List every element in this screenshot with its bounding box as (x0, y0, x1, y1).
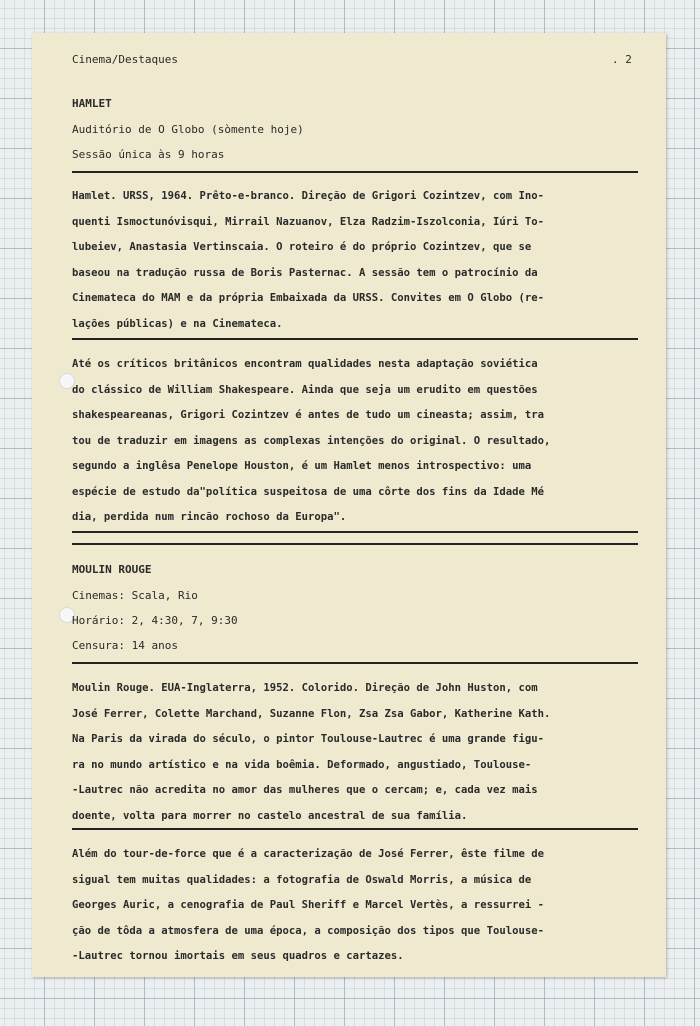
synopsis-line: Na Paris da virada do século, o pintor Toulouse-Lautrec é uma grande figu- (72, 733, 544, 745)
moulin-cinemas: Cinemas: Scala, Rio (72, 589, 198, 602)
synopsis-line: baseou na tradução russa de Boris Pasternac. A sessão tem o patrocínio da (72, 266, 538, 279)
moulin-schedule: Horário: 2, 4:30, 7, 9:30 (72, 614, 238, 627)
synopsis-line: Hamlet. URSS, 1964. Prêto-e-branco. Direção de Grigori Cozintzev, com Ino- (72, 190, 544, 202)
synopsis-line: ra no mundo artístico e na vida boêmia. Deformado, angustiado, Toulouse- (72, 758, 532, 771)
section-label: Cinema/Destaques (72, 53, 178, 66)
hamlet-session: Sessão única às 9 horas (72, 148, 225, 161)
typed-page (32, 33, 666, 977)
divider (72, 662, 638, 664)
review-line: ção de tôda a atmosfera de uma época, a composição dos tipos que Toulouse- (72, 924, 544, 937)
hamlet-title: HAMLET (72, 97, 112, 110)
synopsis-line: quenti Ismoctunóvisqui, Mirrail Nazuanov, Elza Radzim-Iszolconia, Iúri To- (72, 215, 544, 228)
divider (72, 828, 638, 830)
review-line: segundo a inglêsa Penelope Houston, é um Hamlet menos introspectivo: uma (72, 460, 532, 472)
review-line: shakespeareanas, Grigori Cozintzev é antes de tudo um cineasta; assim, tra (72, 409, 544, 421)
synopsis-line: doente, volta para morrer no castelo ancestral de sua família. (72, 809, 468, 822)
moulin-review (72, 842, 638, 970)
moulin-rating: Censura: 14 anos (72, 639, 178, 652)
divider (72, 171, 638, 173)
moulin-synopsis (72, 676, 638, 829)
hamlet-venue: Auditório de O Globo (sòmente hoje) (72, 123, 304, 136)
review-line: Georges Auric, a cenografia de Paul Sheriff e Marcel Vertès, a ressurrei - (72, 899, 544, 911)
divider (72, 531, 638, 533)
synopsis-line: Moulin Rouge. EUA-Inglaterra, 1952. Colorido. Direção de John Huston, com (72, 682, 538, 694)
divider (72, 543, 638, 545)
synopsis-line: José Ferrer, Colette Marchand, Suzanne Flon, Zsa Zsa Gabor, Katherine Kath. (72, 707, 551, 720)
page-number: . 2 (612, 53, 632, 66)
review-line: Até os críticos britânicos encontram qualidades nesta adaptação soviética (72, 358, 538, 370)
review-line: do clássico de William Shakespeare. Ainda que seja um erudito em questões (72, 383, 538, 396)
moulin-title: MOULIN ROUGE (72, 563, 152, 576)
synopsis-line: lações públicas) e na Cinemateca. (72, 317, 283, 330)
review-line: Além do tour-de-force que é a caracterização de José Ferrer, êste filme de (72, 848, 544, 860)
review-line: tou de traduzir em imagens as complexas intenções do original. O resultado, (72, 434, 551, 447)
review-line: sigual tem muitas qualidades: a fotografia de Oswald Morris, a música de (72, 873, 532, 886)
review-line: espécie de estudo da"política suspeitosa de uma côrte dos fins da Idade Mé (72, 485, 544, 498)
review-line: dia, perdida num rincão rochoso da Europa". (72, 511, 347, 523)
synopsis-line: Cinemateca do MAM e da própria Embaixada da URSS. Convites em O Globo (re- (72, 292, 544, 304)
hamlet-review (72, 352, 638, 531)
hamlet-synopsis (72, 184, 638, 337)
divider (72, 338, 638, 340)
review-line: -Lautrec tornou imortais em seus quadros e cartazes. (72, 950, 404, 962)
synopsis-line: -Lautrec não acredita no amor das mulheres que o cercam; e, cada vez mais (72, 784, 538, 796)
synopsis-line: lubeiev, Anastasia Vertinscaia. O roteiro é do próprio Cozintzev, que se (72, 241, 532, 253)
